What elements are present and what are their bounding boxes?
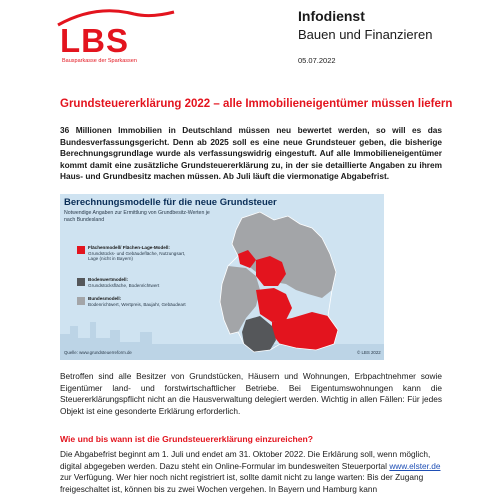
section-subheading: Wie und bis wann ist die Grundsteuererklärung einzureichen? (60, 434, 314, 444)
logo-subline: Bausparkasse der Sparkassen (62, 58, 137, 64)
legend-item-bundesmodell (88, 296, 193, 307)
article-headline: Grundsteuererklärung 2022 – alle Immobilieneigentümer müssen liefern (60, 98, 453, 110)
legend-swatch-bundesmodell (77, 297, 85, 305)
legend-title: Bodenwertmodell: (88, 277, 129, 282)
header-title: Infodienst (298, 8, 365, 24)
intro-paragraph: 36 Millionen Immobilien in Deutschland müssen neu bewertet werden, so will es das Bundesverfassungsgericht. Denn ab 2025 soll es eine neue Grundsteuer geben, die bisherige Berechnungsgrundlage wurde als verfassungswidrig eingestuft. Auf alle Immobilieneigentümer kommt damit eine zusätzliche Grundsteuererklärung zu, in der sie detaillierte Angaben zu ihrem Haus- und Grundbesitz machen müssen. Ab Juli läuft die viermonatige Abgabefrist. (60, 125, 442, 182)
legend-text: Bodenrichtwert, Wertpreis, Baujahr, Gebäudeart (88, 301, 186, 307)
legend-text: Grundstücks- und Gebäudefläche, Nutzungsart, Lage (nicht in Bayern) (88, 250, 186, 262)
legend-title: Bundesmodell: (88, 296, 122, 301)
legend-item-flaechenmodell (88, 245, 193, 262)
legend-text: Grundstücksfläche, Bodenrichtwert (88, 282, 160, 288)
map-region-hessen (256, 288, 292, 322)
header-subtitle: Bauen und Finanzieren (298, 27, 433, 42)
grundsteuer-map-figure (60, 194, 384, 360)
legend-swatch-flaechenmodell (77, 246, 85, 254)
figure-title: Berechnungsmodelle für die neue Grundsteuer (64, 197, 277, 208)
figure-copyright: © LBS 2022 (357, 350, 381, 355)
lbs-logo (56, 8, 176, 70)
body-paragraph-1: Betroffen sind alle Besitzer von Grundstücken, Häusern und Wohnungen, Erbpachtnehmer sowie Eigentümer land- und forstwirtschaftlicher Betriebe. Bei Eigentumswohnungen kann die Steuererklärungspflicht nicht an die Hausverwaltung delegiert werden. Wichtig in allen Fällen: Für jedes Objekt ist eine gesonderte Erklärung erforderlich. (60, 371, 442, 416)
body-text-part2: zur Verfügung. Wer hier noch nicht registriert ist, sollte damit nicht zu lange warten: Bis der Zugang freigeschaltet ist, können bis zu zwei Wochen vergehen. In Bayern und Hamburg kann (60, 472, 424, 494)
logo-wordmark: LBS (60, 22, 129, 59)
figure-source: Quelle: www.grundsteuerreform.de (64, 350, 132, 355)
body-text-part1: Die Abgabefrist beginnt am 1. Juli und endet am 31. Oktober 2022. Die Erklärung soll, wenn möglich, digital abgegeben werden. Dazu steht ein Online-Formular im bundesweiten Steuerportal (60, 449, 431, 471)
legend-swatch-bodenwertmodell (77, 278, 85, 286)
legend-title: Flächenmodell/ Flächen-Lage-Modell: (88, 245, 170, 250)
figure-subtitle: Notwendige Angaben zur Ermittlung von Grundbesitz-Werten je nach Bundesland (64, 210, 210, 223)
header-date: 05.07.2022 (298, 56, 336, 65)
legend-item-bodenwertmodell (88, 277, 193, 288)
body-paragraph-2 (60, 449, 442, 495)
elster-link[interactable]: www.elster.de (389, 460, 441, 471)
